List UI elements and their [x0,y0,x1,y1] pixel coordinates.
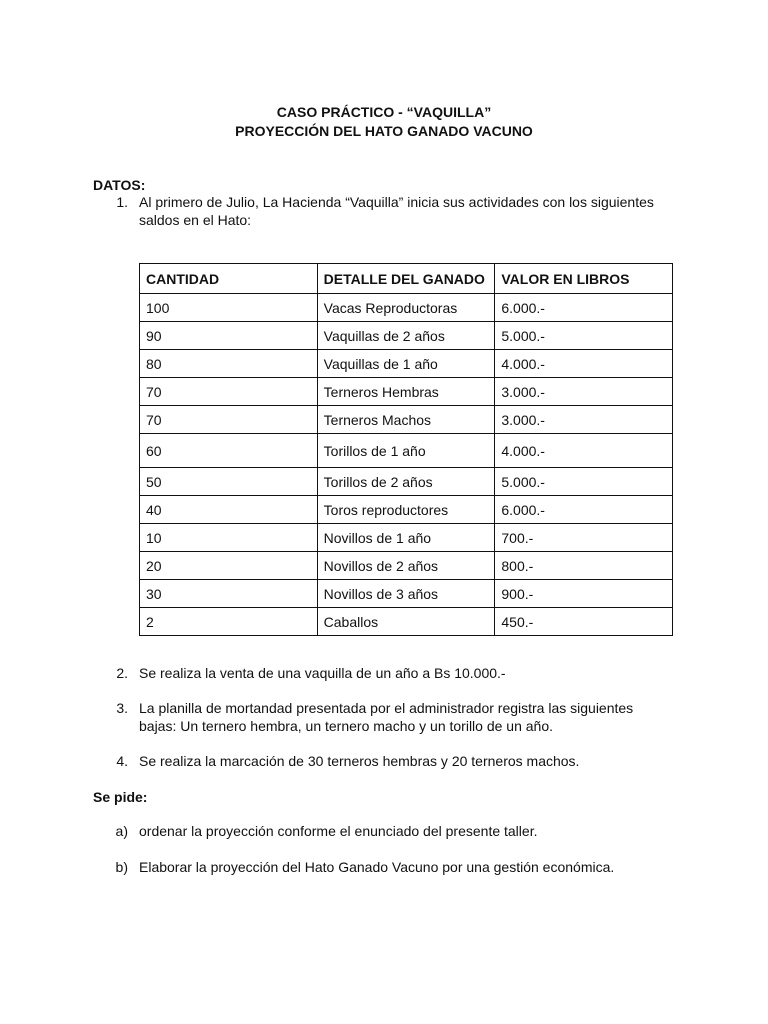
table-row [140,434,673,468]
cell-cantidad: 60 [140,434,318,468]
cell-cantidad: 90 [140,322,318,350]
cell-valor: 700.- [495,524,673,552]
item-number: 2. [116,665,128,681]
cell-detalle: Novillos de 2 años [317,552,495,580]
table-row [140,322,673,350]
cell-detalle: Novillos de 1 año [317,524,495,552]
cell-detalle: Torillos de 1 año [317,434,495,468]
task-label: b) [115,859,128,875]
item-text-line: bajas: Un ternero hembra, un ternero macho y un torillo de un año. [139,718,554,734]
cell-valor: 5.000.- [495,322,673,350]
item-text-line: La planilla de mortandad presentada por el administrador registra las siguientes [139,700,634,716]
item-text-line: Se realiza la venta de una vaquilla de un año a Bs 10.000.- [139,665,506,681]
cell-cantidad: 50 [140,468,318,496]
cell-cantidad: 10 [140,524,318,552]
item-number: 1. [116,194,128,210]
cell-detalle: Torillos de 2 años [317,468,495,496]
cell-cantidad: 30 [140,580,318,608]
cell-detalle: Terneros Machos [317,406,495,434]
cell-cantidad: 2 [140,608,318,636]
cell-detalle: Vaquillas de 1 año [317,350,495,378]
item-text-line: Al primero de Julio, La Hacienda “Vaquilla” inicia sus actividades con los siguientes [139,194,654,210]
table-header-row [140,264,673,294]
task-label: a) [115,823,128,839]
item-text-line: saldos en el Hato: [139,212,252,228]
table-row [140,496,673,524]
cell-valor: 900.- [495,580,673,608]
livestock-table [139,263,673,636]
table-row [140,552,673,580]
cell-detalle: Vacas Reproductoras [317,294,495,322]
cell-valor: 5.000.- [495,468,673,496]
cell-valor: 3.000.- [495,406,673,434]
cell-valor: 6.000.- [495,294,673,322]
cell-cantidad: 100 [140,294,318,322]
table-row [140,608,673,636]
cell-detalle: Caballos [317,608,495,636]
table-row [140,406,673,434]
table-row [140,468,673,496]
cell-valor: 4.000.- [495,434,673,468]
datos-heading: DATOS: [93,177,146,193]
cell-valor: 800.- [495,552,673,580]
cell-cantidad: 20 [140,552,318,580]
cell-cantidad: 40 [140,496,318,524]
cell-detalle: Novillos de 3 años [317,580,495,608]
se-pide-heading: Se pide: [93,789,148,805]
cell-cantidad: 80 [140,350,318,378]
item-number: 3. [116,700,128,716]
cell-valor: 4.000.- [495,350,673,378]
cell-valor: 450.- [495,608,673,636]
cell-cantidad: 70 [140,378,318,406]
cell-cantidad: 70 [140,406,318,434]
document-title: CASO PRÁCTICO - “VAQUILLA” [276,104,492,120]
header-cantidad: CANTIDAD [140,264,318,294]
task-text: Elaborar la proyección del Hato Ganado Vacuno por una gestión económica. [139,859,615,875]
item-number: 4. [116,753,128,769]
header-detalle: DETALLE DEL GANADO [317,264,495,294]
cell-valor: 6.000.- [495,496,673,524]
item-text-line: Se realiza la marcación de 30 terneros hembras y 20 terneros machos. [139,753,580,769]
header-valor: VALOR EN LIBROS [495,264,673,294]
cell-detalle: Toros reproductores [317,496,495,524]
table-row [140,350,673,378]
table-row [140,378,673,406]
table-row [140,580,673,608]
cell-detalle: Vaquillas de 2 años [317,322,495,350]
document-subtitle: PROYECCIÓN DEL HATO GANADO VACUNO [235,123,533,139]
cell-valor: 3.000.- [495,378,673,406]
task-text: ordenar la proyección conforme el enunciado del presente taller. [139,823,538,839]
table-row [140,524,673,552]
table-row [140,294,673,322]
cell-detalle: Terneros Hembras [317,378,495,406]
